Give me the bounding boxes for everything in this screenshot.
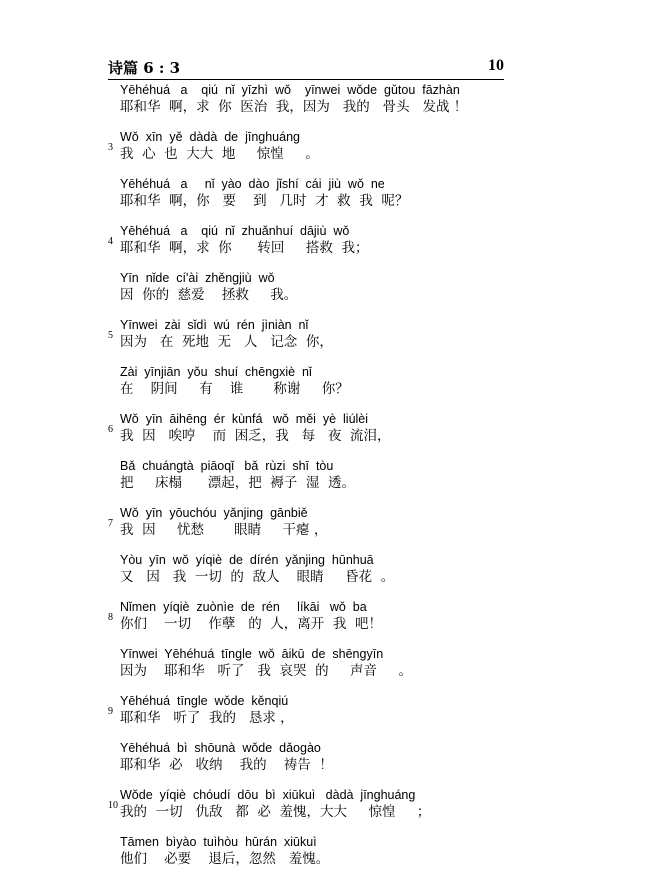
verse-line	[108, 552, 508, 599]
chinese-line: 耶和华 啊，你 要 到 几时 才 救 我 呢？	[120, 193, 409, 209]
chinese-line: 因为 耶和华 听了 我 哀哭 的 声音 。	[120, 663, 412, 679]
chinese-line: 我 因 唉哼 而 困乏，我 每 夜 流泪，	[120, 428, 391, 444]
verse-line	[108, 834, 508, 881]
verse-line	[108, 646, 508, 693]
verse-line	[108, 176, 508, 223]
verse-line	[108, 458, 508, 505]
chinese-line: 你们 一切 作孽 的 人，离开 我 吧！	[120, 616, 382, 632]
running-header	[108, 57, 504, 79]
chinese-line: 在 阴间 有 谁 称谢 你？	[120, 381, 349, 397]
verse-number: 9	[108, 706, 113, 717]
verse-number: 6	[108, 424, 113, 435]
verse-line	[108, 693, 508, 740]
verse-number: 3	[108, 142, 113, 153]
verse-number: 5	[108, 330, 113, 341]
header-rule	[108, 79, 504, 80]
pinyin-line: Yīn nǐde cí'ài zhěngjiù wǒ	[120, 271, 275, 285]
chinese-line: 我 因 忧愁 眼睛 干瘪 ，	[120, 522, 328, 538]
verse-line	[108, 270, 508, 317]
verse-line	[108, 82, 508, 129]
pinyin-line: Yīnwei zài sǐdì wú rén jìniàn nǐ	[120, 318, 309, 332]
verse-line	[108, 599, 508, 646]
verse-line	[108, 787, 508, 834]
chinese-line: 把 床榻 漂起，把 褥子 湿 透。	[120, 475, 355, 491]
pinyin-line: Yēhéhuá a qiú nǐ zhuǎnhuí dājiù wǒ	[120, 224, 350, 238]
pinyin-line: Wǒde yíqiè chóudí dōu bì xiūkuì dàdà jīnghuáng	[120, 788, 416, 802]
page-number: 10	[488, 57, 504, 74]
verse-line	[108, 364, 508, 411]
verse-number: 10	[108, 800, 118, 811]
pinyin-line: Yēhéhuá tīngle wǒde kěnqiú	[120, 694, 289, 708]
verse-line	[108, 223, 508, 270]
pinyin-line: Tāmen bìyào tuìhòu hūrán xiūkuì	[120, 835, 317, 849]
verse-number: 8	[108, 612, 113, 623]
chinese-line: 耶和华 啊，求 你 转回 搭救 我；	[120, 240, 369, 256]
verse-number: 4	[108, 236, 113, 247]
pinyin-line: Yīnwei Yēhéhuá tīngle wǒ āikū de shēngyīn	[120, 647, 384, 661]
pinyin-line: Yēhéhuá a qiú nǐ yīzhì wǒ yīnwei wǒde gǔtou fāzhàn	[120, 83, 460, 97]
chinese-line: 耶和华 听了 我的 恳求 ，	[120, 710, 294, 726]
verse-line	[108, 505, 508, 552]
pinyin-line: Wǒ yīn yōuchóu yǎnjing gānbiě	[120, 506, 308, 520]
verse-number: 7	[108, 518, 113, 529]
pinyin-line: Bǎ chuángtà piāoqǐ bǎ rùzi shī tòu	[120, 459, 334, 473]
chinese-line: 耶和华 必 收纳 我的 祷告 ！	[120, 757, 333, 773]
pinyin-line: Wǒ xīn yě dàdà de jīnghuáng	[120, 130, 300, 144]
chinese-line: 他们 必要 退后，忽然 羞愧。	[120, 851, 330, 867]
chinese-line: 因为 在 死地 无 人 记念 你，	[120, 334, 333, 350]
verse-line	[108, 129, 508, 176]
pinyin-line: Wǒ yīn āihēng ér kùnfá wǒ měi yè liúlèi	[120, 412, 369, 426]
chinese-line: 耶和华 啊，求 你 医治 我，因为 我的 骨头 发战 ！	[120, 99, 468, 115]
pinyin-line: Yòu yīn wǒ yíqiè de dírén yǎnjing hūnhuā	[120, 553, 374, 567]
verse-line	[108, 411, 508, 458]
verse-lines	[108, 82, 508, 881]
chinese-line: 又 因 我 一切 的 敌人 眼睛 昏花 。	[120, 569, 395, 585]
verse-line	[108, 317, 508, 364]
book-chapter-verse: 诗篇 6 : 3	[108, 59, 181, 77]
pinyin-line: Nǐmen yíqiè zuònìe de rén líkāi wǒ ba	[120, 600, 367, 614]
verse-line	[108, 740, 508, 787]
chinese-line: 我的 一切 仇敌 都 必 羞愧，大大 惊惶 ；	[120, 804, 431, 820]
pinyin-line: Yēhéhuá a nǐ yào dào jǐshí cái jiù wǒ ne	[120, 177, 385, 191]
chinese-line: 我 心 也 大大 地 惊惶 。	[120, 146, 319, 162]
pinyin-line: Zài yīnjiān yǒu shuí chēngxiè nǐ	[120, 365, 312, 379]
pinyin-line: Yēhéhuá bì shōunà wǒde dǎogào	[120, 741, 321, 755]
chinese-line: 因 你的 慈爱 拯救 我。	[120, 287, 298, 303]
